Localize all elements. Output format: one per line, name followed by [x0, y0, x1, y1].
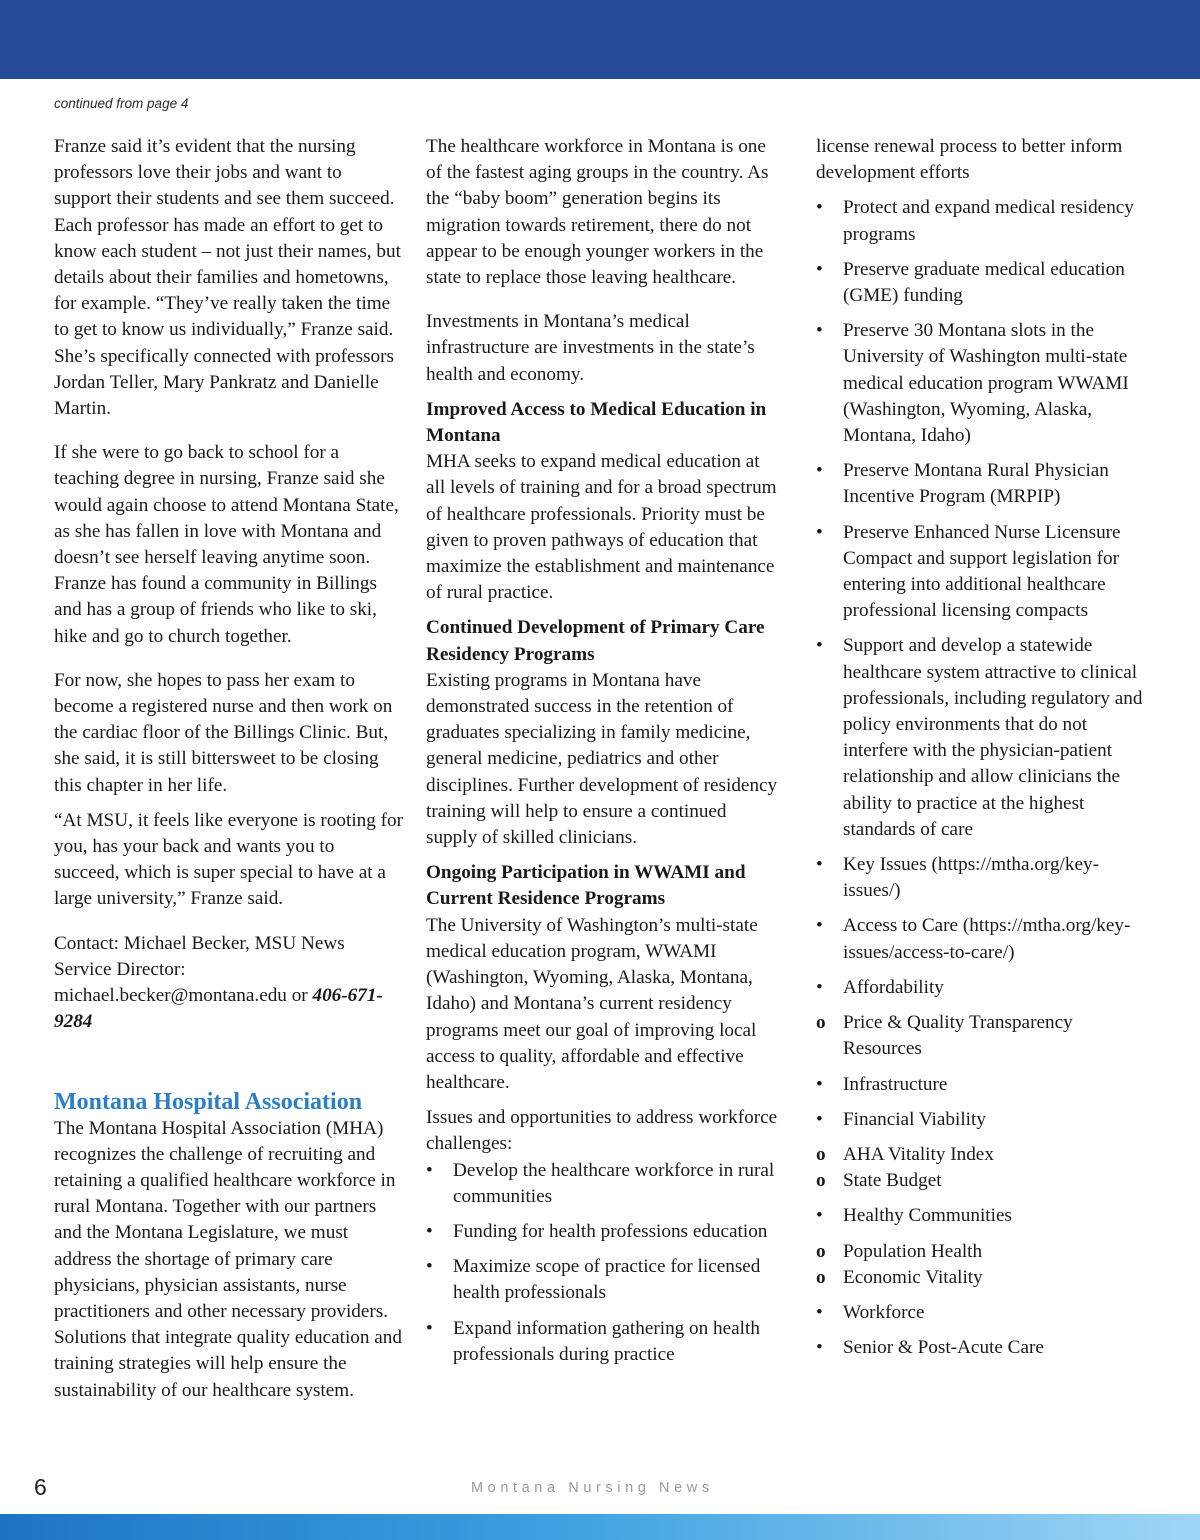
paragraph: The University of Washington’s multi-state medical education program, WWAMI (Washington, Wyoming, Alaska, Montana, Idaho) and Montana’s current residency programs meet our goal of improving local access to quality, affordable and effective healthcare. [426, 914, 758, 1093]
sub-list-item: o Economic Vitality [816, 1265, 1150, 1291]
sub-list-item: o AHA Vitality Index [816, 1142, 1150, 1168]
list-item: • Support and develop a statewide healthcare system attractive to clinical professionals, including regulatory and policy environments that do not interfere with the physician-patient relationship and allow clinicians the ability to practice at the highest standards of care [816, 635, 1143, 840]
list-item: • Healthy Communities [816, 1203, 1150, 1229]
column-3 [816, 134, 1150, 1370]
bullet-icon: • [816, 197, 823, 219]
list-item: • Key Issues (https://mtha.org/key-issues/) [816, 854, 1099, 902]
paragraph: Franze said it’s evident that the nursing professors love their jobs and want to support their students and see them succeed. Each professor has made an effort to get to know each student – not just their names, but details about their families and hometowns, for example. “They’ve really taken the time to get to know us individually,” Franze said. She’s specifically connected with professors Jordan Teller, Mary Pankratz and Danielle Martin. [54, 136, 401, 420]
publication-title: Montana Nursing News [471, 1480, 714, 1496]
list-item: • Access to Care (https://mtha.org/key-issues/access-to-care/) [816, 915, 1131, 963]
bullet-icon: • [816, 258, 823, 280]
contact-phone: 406-671-9284 [54, 985, 383, 1033]
bullet-icon: • [426, 1317, 433, 1339]
sub-bullet-icon: o [816, 1143, 826, 1165]
paragraph: MHA seeks to expand medical education at all levels of training and for a broad spectrum of healthcare professionals. Priority must be given to proven pathways of education that maximize the establishment and maintenance of rural practice. [426, 451, 777, 604]
page-number: 6 [34, 1474, 47, 1500]
sub-bullet-icon: o [816, 1012, 826, 1034]
bullet-icon: • [426, 1159, 433, 1181]
list-item: • Protect and expand medical residency programs [816, 197, 1134, 245]
list-item: • Affordability [816, 975, 1150, 1001]
header-band [0, 0, 1200, 79]
paragraph: For now, she hopes to pass her exam to become a registered nurse and then work on the cardiac floor of the Billings Clinic. But, she said, it is still bittersweet to be closing this chapter in her life. [54, 669, 393, 796]
sub-bullet-icon: o [816, 1240, 826, 1262]
sub-bullet-icon: o [816, 1170, 826, 1192]
list-item: • Infrastructure [816, 1072, 1150, 1098]
bullet-icon: • [816, 1301, 823, 1323]
bullet-icon: • [816, 635, 823, 657]
footer-band [0, 1514, 1200, 1540]
subheading: Improved Access to Medical Education in Montana [426, 398, 767, 447]
paragraph: The healthcare workforce in Montana is one of the fastest aging groups in the country. As the “baby boom” generation begins its migration towards retirement, there do not appear to be enough younger workers in the state to replace those leaving healthcare. [426, 136, 769, 289]
list-item: • Preserve Enhanced Nurse Licensure Compact and support legislation for entering into additional healthcare professional licensing compacts [816, 521, 1121, 622]
list-item: • Preserve Montana Rural Physician Incentive Program (MRPIP) [816, 460, 1109, 508]
issues-list [426, 1158, 778, 1368]
list-item: • Maximize scope of practice for licensed health professionals [426, 1256, 761, 1304]
bullet-icon: • [816, 915, 823, 937]
list-item: • Develop the healthcare workforce in rural communities [426, 1159, 775, 1207]
bullet-icon: • [816, 1337, 823, 1359]
section-title: Montana Hospital Association [54, 1088, 363, 1115]
contact-paragraph [54, 931, 404, 1036]
issues-list-continued [816, 195, 1150, 1361]
list-item: • Workforce [816, 1300, 1150, 1326]
bullet-icon: • [816, 976, 823, 998]
bullet-icon: • [816, 320, 823, 342]
list-item: • Preserve 30 Montana slots in the University of Washington multi-state medical education program WWAMI (Washington, Wyoming, Alaska, Montana, Idaho) [816, 320, 1129, 447]
list-item: • Expand information gathering on health professionals during practice [426, 1317, 760, 1365]
sub-bullet-icon: o [816, 1266, 826, 1288]
bullet-icon: • [816, 460, 823, 482]
sub-list-item: o Population Health [816, 1239, 1150, 1265]
paragraph: Issues and opportunities to address workforce challenges: [426, 1107, 778, 1155]
contact-text: Contact: Michael Becker, MSU News Service Director: michael.becker@montana.edu or [54, 932, 345, 1007]
list-item: • Preserve graduate medical education (GME) funding [816, 258, 1125, 307]
bullet-icon: • [816, 1108, 823, 1130]
paragraph: license renewal process to better inform development efforts [816, 136, 1123, 184]
paragraph: The Montana Hospital Association (MHA) recognizes the challenge of recruiting and retaining a qualified healthcare workforce in rural Montana. Together with our partners and the Montana Legislature, we must address the shortage of primary care physicians, physician assistants, nurse practitioners and other necessary providers. Solutions that integrate quality education and training strategies will help ensure the sustainability of our healthcare system. [54, 1117, 402, 1401]
bullet-icon: • [816, 854, 823, 876]
paragraph: Existing programs in Montana have demonstrated success in the retention of graduates specializing in family medicine, general medicine, pediatrics and other disciplines. Further development of residency training will help to ensure a continued supply of skilled clinicians. [426, 669, 778, 849]
list-item: • Senior & Post-Acute Care [816, 1335, 1150, 1361]
sub-list-item: o State Budget [816, 1168, 1150, 1194]
bullet-icon: • [816, 521, 823, 543]
bullet-icon: • [426, 1256, 433, 1278]
paragraph: Investments in Montana’s medical infrastructure are investments in the state’s health and economy. [426, 311, 755, 385]
column-1 [54, 134, 404, 1422]
continued-note: continued from page 4 [54, 96, 189, 111]
paragraph: If she were to go back to school for a teaching degree in nursing, Franze said she would again choose to attend Montana State, as she has fallen in love with Montana and doesn’t see herself leaving anytime soon. Franze has found a community in Billings and has a group of friends who like to ski, hike and go to church together. [54, 442, 399, 647]
sub-list-item: o Price & Quality Transparency Resources [816, 1012, 1073, 1060]
bullet-icon: • [816, 1073, 823, 1095]
list-item: • Funding for health professions education [426, 1219, 778, 1245]
subheading: Continued Development of Primary Care Residency Programs [426, 617, 765, 665]
bullet-icon: • [816, 1205, 823, 1227]
paragraph: “At MSU, it feels like everyone is rooting for you, has your back and wants you to succeed, which is super special to have at a large university,” Franze said. [54, 809, 404, 910]
list-item: • Financial Viability [816, 1107, 1150, 1133]
column-2 [426, 134, 778, 1377]
subheading: Ongoing Participation in WWAMI and Current Residence Programs [426, 862, 746, 910]
bullet-icon: • [426, 1220, 433, 1242]
